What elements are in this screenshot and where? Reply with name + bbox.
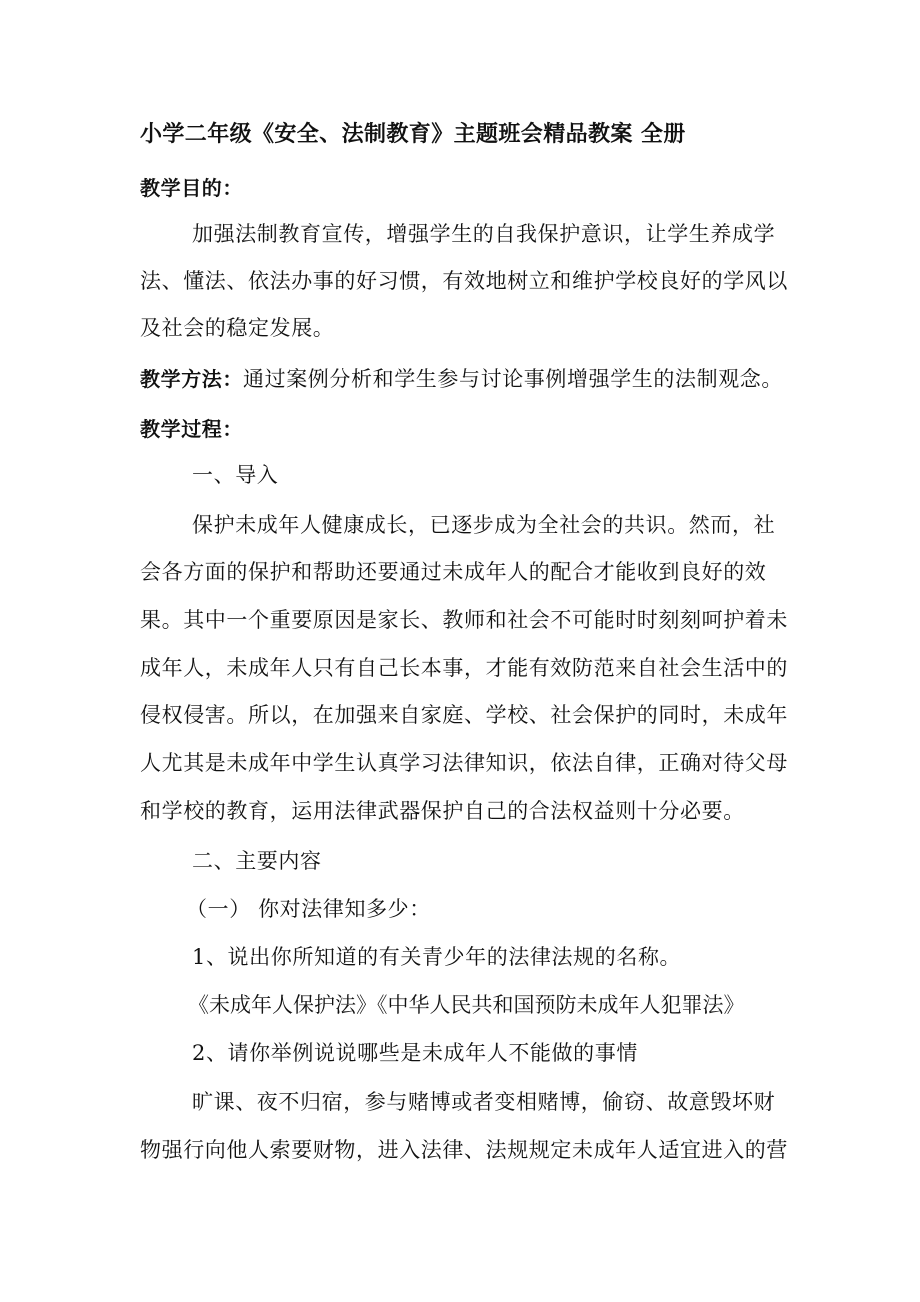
section1-line-1: 保护未成年人健康成长，已逐步成为全社会的共识。然而，社 [192,513,776,537]
section1-heading: 一、导入 [192,463,279,487]
objective-line-3: 及社会的稳定发展。 [140,316,335,340]
process-heading: 教学过程： [140,417,243,441]
objective-line-2: 法、懂法、依法办事的好习惯，有效地树立和维护学校良好的学风以 [140,269,788,293]
question-2: 2、请你举例说说哪些是未成年人不能做的事情 [192,1041,638,1065]
method-text: 通过案例分析和学生参与讨论事例增强学生的法制观念。 [243,367,783,391]
answer-2-line-2: 物强行向他人索要财物，进入法律、法规规定未成年人适宜进入的营 [140,1138,788,1162]
section2-heading: 二、主要内容 [192,849,322,873]
answer-2-line-1: 旷课、夜不归宿，参与赌博或者变相赌博，偷窃、故意毁坏财 [192,1090,776,1114]
document-title: 小学二年级《安全、法制教育》主题班会精品教案 全册 [140,122,686,147]
objective-heading: 教学目的： [140,176,243,200]
question-1: 1、说出你所知道的有关青少年的法律法规的名称。 [192,945,682,969]
section1-line-3: 果。其中一个重要原因是家长、教师和社会不可能时时刻刻呵护着未 [140,608,788,632]
section1-line-4: 成年人，未成年人只有自己长本事，才能有效防范来自社会生活中的 [140,656,788,680]
answer-1: 《未成年人保护法》《中华人民共和国预防未成年人犯罪法》 [188,993,745,1017]
method-heading: 教学方法： [140,367,243,391]
objective-line-1: 加强法制教育宣传，增强学生的自我保护意识，让学生养成学 [192,222,776,246]
section2-sub1: （一） 你对法律知多少： [186,897,431,921]
section1-line-7: 和学校的教育，运用法律武器保护自己的合法权益则十分必要。 [140,799,745,823]
method-paragraph [140,364,790,394]
section1-line-2: 会各方面的保护和帮助还要通过未成年人的配合才能收到良好的效 [140,560,767,584]
section1-line-5: 侵权侵害。所以，在加强来自家庭、学校、社会保护的同时，未成年 [140,703,788,727]
section1-line-6: 人尤其是未成年中学生认真学习法律知识，依法自律，正确对待父母 [140,751,788,775]
